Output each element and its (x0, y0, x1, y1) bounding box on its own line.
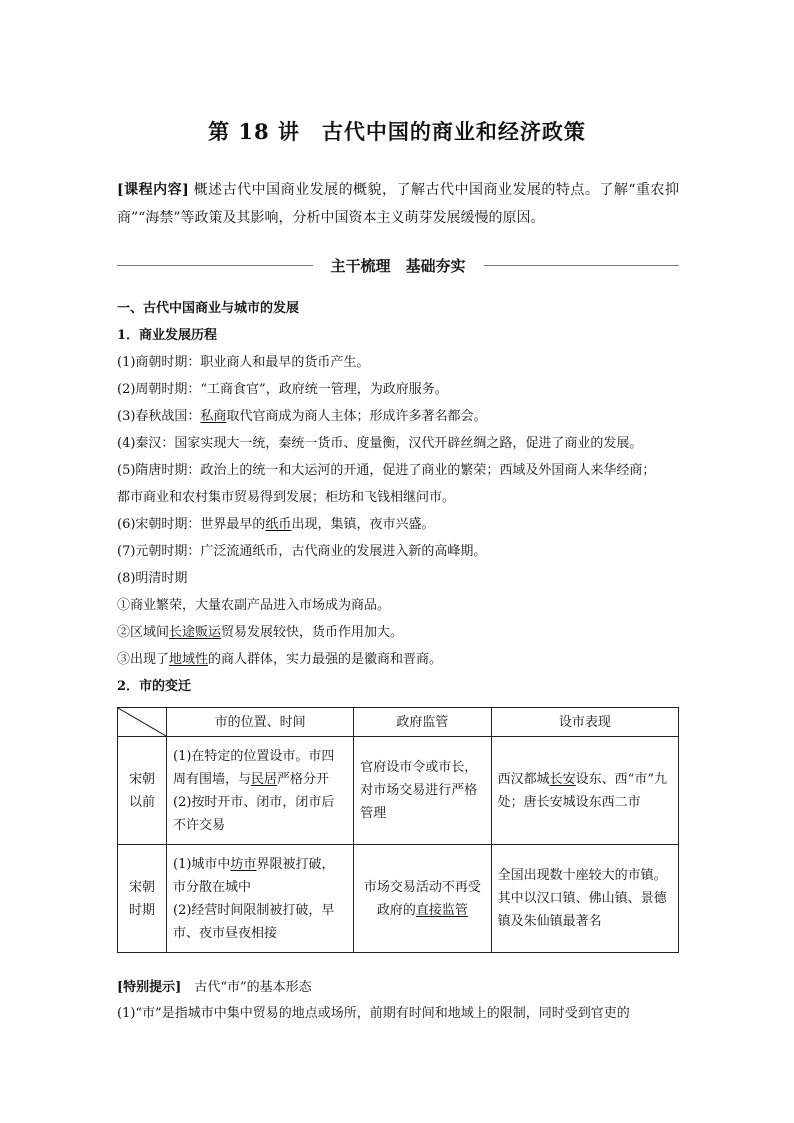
performance-cell: 全国出现数十座较大的市镇。其中以汉口镇、佛山镇、景德镇及朱仙镇最著名 (491, 845, 678, 953)
table-row (118, 845, 679, 953)
divider-line-right (484, 265, 680, 266)
course-content-tag: [课程内容] (117, 182, 189, 198)
underlined-term: 长安 (549, 771, 576, 787)
underlined-term: 私商 (200, 409, 227, 424)
item-chunqiu: (3)春秋战国：私商取代官商成为商人主体；形成许多著名都会。 (117, 409, 487, 424)
item-mingqing-3: ③出现了地域性的商人群体，实力最强的是徽商和晋商。 (117, 652, 443, 667)
market-change-table (117, 707, 679, 953)
performance-cell: 西汉都城长安设东、西“市”九处；唐长安城设东西二市 (491, 737, 678, 845)
item-yuan: (7)元朝时期：广泛流通纸币，古代商业的发展进入新的高峰期。 (117, 544, 487, 559)
heading-market-change: 2．市的变迁 (117, 679, 192, 694)
item-suitang-cont: 都市商业和农村集市贸易得到发展；柜坊和飞钱相继问市。 (117, 490, 456, 505)
table-header-cell: 设市表现 (491, 708, 678, 737)
heading-1: 一、古代中国商业与城市的发展 (117, 301, 300, 316)
underlined-term: 直接监管 (415, 902, 468, 918)
note-heading (117, 975, 687, 1001)
period-cell: 宋朝以前 (118, 737, 167, 845)
item-mingqing: (8)明清时期 (117, 571, 188, 586)
table-header-row (118, 708, 679, 737)
section-divider (117, 252, 679, 278)
section-heading: 主干梳理 基础夯实 (330, 256, 466, 275)
table-row (118, 737, 679, 845)
page-title: 第 18 讲 古代中国的商业和经济政策 (208, 119, 586, 144)
course-content-text: 概述古代中国商业发展的概貌，了解古代中国商业发展的特点。了解“重农抑商”“海禁”等政策及其影响，分析中国资本主义萌芽发展缓慢的原因。 (117, 182, 680, 226)
position-cell: (1)在特定的位置设市。市四周有围墙，与民居严格分开 (2)按时开市、闭市，闭市后不许交易 (167, 737, 354, 845)
supervision-cell: 市场交易活动不再受政府的直接监管 (354, 845, 491, 953)
item-shang: (1)商朝时期：职业商人和最早的货币产生。 (117, 355, 370, 370)
underlined-term: 地域性 (169, 652, 209, 667)
item-suitang: (5)隋唐时期：政治上的统一和大运河的开通，促进了商业的繁荣；西域及外国商人来华经商； (117, 463, 656, 478)
underlined-term: 长途贩运 (169, 625, 222, 640)
diagonal-line (118, 708, 166, 736)
underlined-term: 纸币 (265, 517, 292, 532)
course-content (117, 176, 679, 232)
period-cell: 宋朝时期 (118, 845, 167, 953)
item-mingqing-2: ②区域间长途贩运贸易发展较快，货币作用加大。 (117, 625, 404, 640)
table-header-cell: 政府监管 (354, 708, 491, 737)
item-qinhan: (4)秦汉：国家实现大一统，秦统一货币、度量衡，汉代开辟丝绸之路，促进了商业的发展。 (117, 436, 643, 451)
table-header-cell: 市的位置、时间 (167, 708, 354, 737)
underlined-term: 民居 (251, 771, 278, 787)
underlined-term: 坊市 (230, 856, 257, 872)
position-cell: (1)城市中坊市界限被打破，市分散在城中 (2)经营时间限制被打破，早市、夜市昼夜相接 (167, 845, 354, 953)
note-title: 古代“市”的基本形态 (194, 980, 312, 995)
note-line: (1)“市”是指城市中集中贸易的地点或场所，前期有时间和地域上的限制，同时受到官吏的 (117, 1006, 630, 1021)
item-song: (6)宋朝时期：世界最早的纸币出现，集镇，夜市兴盛。 (117, 517, 435, 532)
item-mingqing-1: ①商业繁荣，大量农副产品进入市场成为商品。 (117, 598, 391, 613)
note-tag: [特别提示] (117, 980, 182, 995)
body-section (117, 295, 687, 700)
heading-commerce-history: 1．商业发展历程 (117, 328, 218, 343)
item-zhou: (2)周朝时期：“工商食官”，政府统一管理，为政府服务。 (117, 382, 448, 397)
supervision-cell: 官府设市令或市长，对市场交易进行严格管理 (354, 737, 491, 845)
divider-line-left (117, 265, 313, 266)
diagonal-corner-cell (118, 708, 167, 737)
special-note (117, 975, 687, 1027)
